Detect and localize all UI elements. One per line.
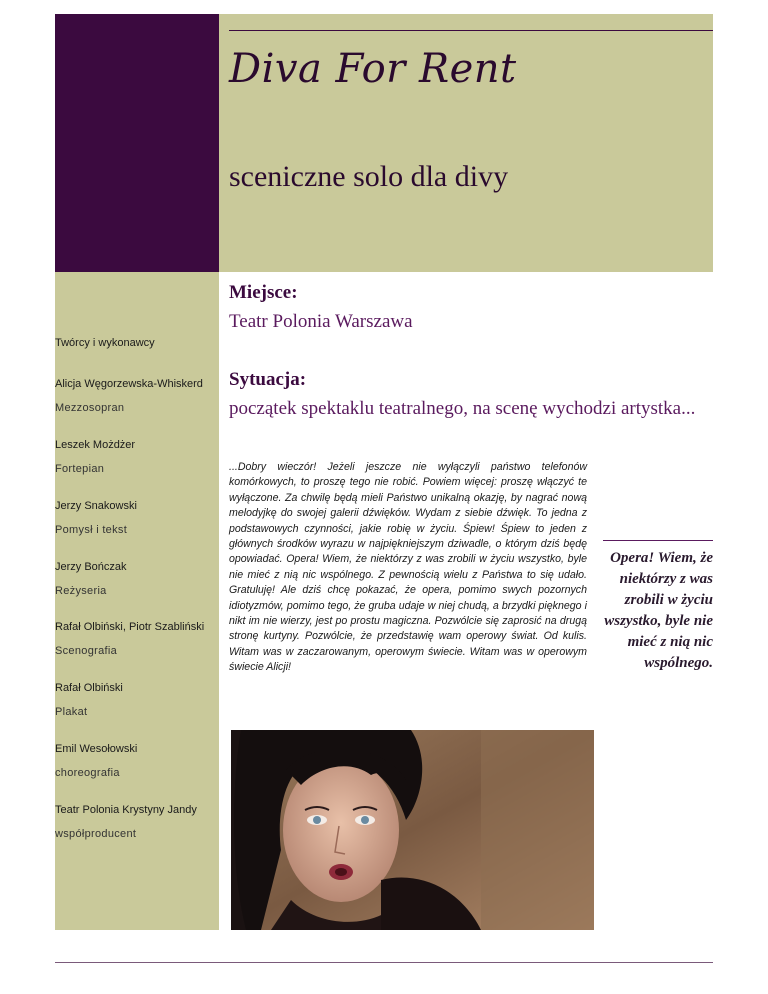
credit-item [55,377,223,415]
pullquote-rule [603,540,713,541]
credits-header: Twórcy i wykonawcy [55,337,155,349]
credit-name: Jerzy Bończak [55,561,127,573]
credit-role: Reżyseria [55,585,107,597]
credit-name: Jerzy Snakowski [55,500,137,512]
credit-role: Mezzosopran [55,402,125,414]
header-rule [229,30,713,31]
credit-item [55,438,223,476]
page-title: Diva For Rent [229,46,517,92]
situation-value: początek spektaklu teatralnego, na scenę wychodzi artystka... [229,398,696,419]
credit-item [55,742,223,780]
situation-heading: Sytuacja: [229,369,307,390]
credit-role: Plakat [55,706,88,718]
performer-photo [231,730,594,930]
credit-name: Rafał Olbiński [55,682,123,694]
pullquote: Opera! Wiem, że niektórzy z was zrobili w życiu wszystko, byle nie mieć z nią nic wspólnego. [604,550,713,671]
credit-item [55,803,223,841]
credit-name: Leszek Możdżer [55,439,136,451]
place-heading: Miejsce: [229,282,298,303]
credit-item [55,681,223,719]
credit-role: współproducent [55,828,137,840]
credit-role: Fortepian [55,463,105,475]
credit-role: choreografia [55,767,120,779]
credit-name: Alicja Węgorzewska-Whiskerd [55,378,203,390]
credit-role: Pomysł i tekst [55,524,128,536]
place-value: Teatr Polonia Warszawa [229,311,413,332]
credit-name: Rafał Olbiński, Piotr Szabliński [55,621,205,633]
header-dark-block [55,14,219,272]
footer-rule [55,962,713,963]
page-subtitle: sceniczne solo dla divy [229,160,509,193]
credit-name: Emil Wesołowski [55,743,138,755]
credit-item [55,560,223,598]
monologue-text: ...Dobry wieczór! Jeżeli jeszcze nie wyłączyli państwo telefonów komórkowych, to proszę tego nie robić. Powiem więcej: proszę włączyć te wyłączone. Za chwilę będą mieli Państwo unikalną okazję, by nagrać nową melodyjkę do swojej galerii dźwięków. Wydam z siebie dźwięk. To jedna z podstawowych czynności, jakie robię w życiu. Śpiew! Śpiew to jeden z głównych środków wyrazu w najpiękniejszym dziwadle, o którym dziś będę opowiadać. Opera! Wiem, że niektórzy z was zrobili w życiu wszystko, byle nie mieć z nią nic wspólnego. Z pewnością wielu z Państwa to się udało. Gratuluję! Ale dziś chcę pokazać, że opera, pomimo swych pozornych idiotyzmów, pomimo tego, że gruba udaje w niej chudą, a brzydki pięknego i nikt im nie wierzy, jest po prostu magiczna. Pozwólcie się zaprosić na drugą stronę kurtyny. Pozwólcie, że przedstawię wam operowy świat. Od kulis. Witam was w zaczarowanym, operowym świecie. Witam was w operowym świecie Alicji! [229,461,587,674]
credit-item [55,499,223,537]
credit-role: Scenografia [55,645,118,657]
credit-name: Teatr Polonia Krystyny Jandy [55,804,197,816]
credit-item [55,620,223,658]
